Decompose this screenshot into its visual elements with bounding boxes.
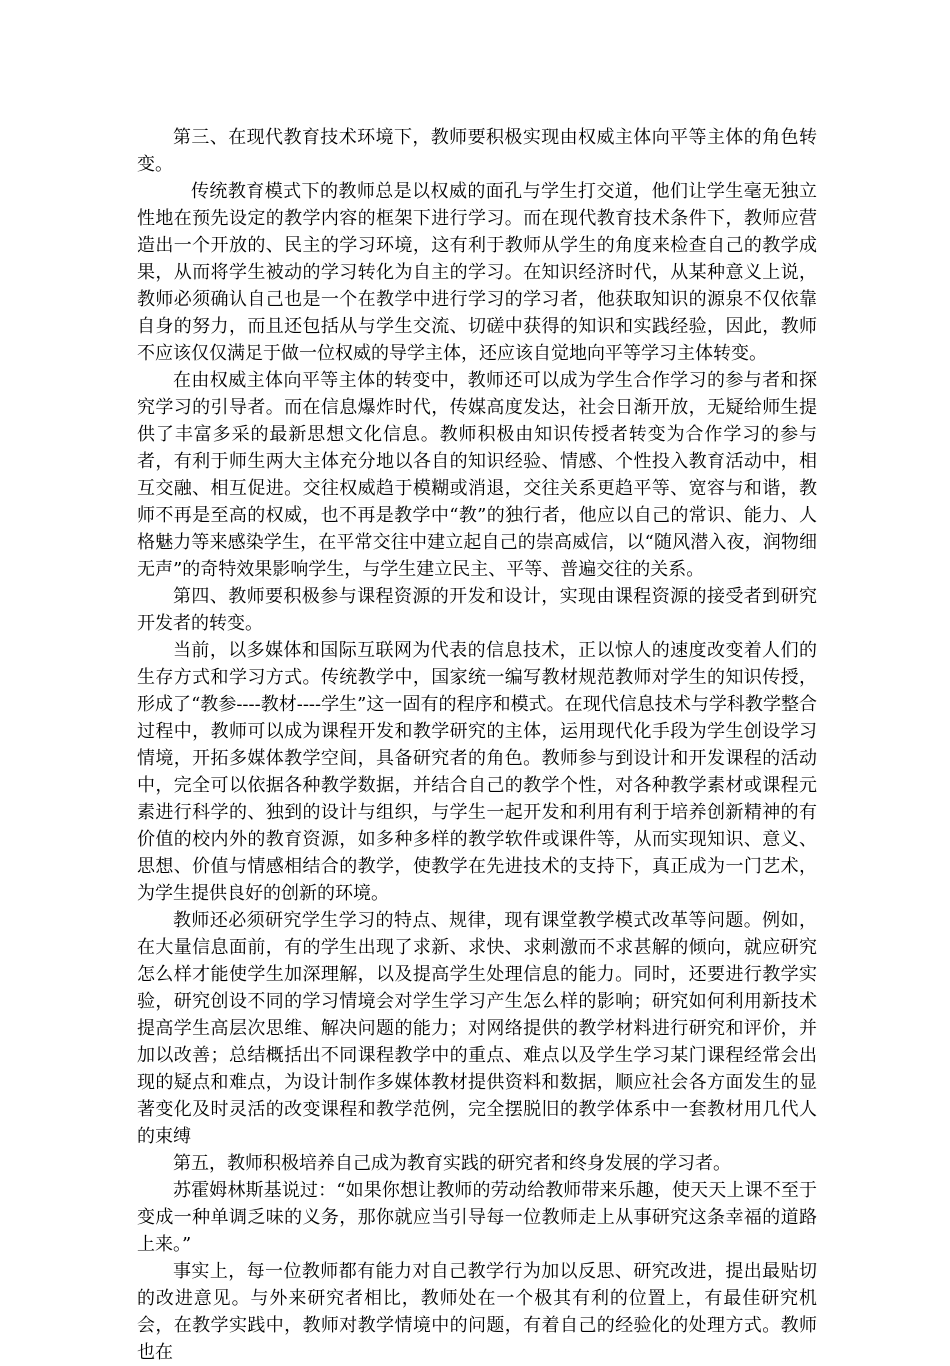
paragraph-authority-to-equality: 在由权威主体向平等主体的转变中，教师还可以成为学生合作学习的参与者和探究学习的引导者。而在信息爆炸时代，传媒高度发达，社会日渐开放，无疑给师生提供了丰富多采的最新思想文化信息。教师积极由知识传授者转变为合作学习的参与者，有利于师生两大主体充分地以各自的知识经验、情感、个性投入教育活动中，相互交融、相互促进。交往权威趋于模糊或消退，交往关系更趋平等、宽容与和谐，教师不再是至高的权威，也不再是教学中“教”的独行者，他应以自己的常识、能力、人格魅力等来感染学生，在平常交往中建立起自己的崇高威信，以“随风潜入夜，润物细无声”的奇特效果影响学生，与学生建立民主、平等、普遍交往的关系。	[137, 370, 817, 580]
paragraph-traditional-teacher: 传统教育模式下的教师总是以权威的面孔与学生打交道，他们让学生毫无独立性地在预先设定的教学内容的框架下进行学习。而在现代教育技术条件下，教师应营造出一个开放的、民主的学习环境，这有利于教师从学生的角度来检查自己的教学成果，从而将学生被动的学习转化为自主的学习。在知识经济时代，从某种意义上说，教师必须确认自己也是一个在教学中进行学习的学习者，他获取知识的源泉不仅依靠自身的努力，而且还包括从与学生交流、切磋中获得的知识和实践经验，因此，教师不应该仅仅满足于做一位权威的导学主体，还应该自觉地向平等学习主体转变。	[137, 181, 817, 364]
paragraph-section-three-heading: 第三、在现代教育技术环境下，教师要积极实现由权威主体向平等主体的角色转变。	[137, 127, 817, 175]
paragraph-sukhomlinsky-quote: 苏霍姆林斯基说过：“如果你想让教师的劳动给教师带来乐趣，使天天上课不至于变成一种单调乏味的义务，那你就应当引导每一位教师走上从事研究这条幸福的道路上来。”	[137, 1180, 817, 1255]
paragraph-research-learning: 教师还必须研究学生学习的特点、规律，现有课堂教学模式改革等问题。例如，在大量信息面前，有的学生出现了求新、求快、求刺激而不求甚解的倾向，就应研究怎么样才能使学生加深理解，以及提高学生处理信息的能力。同时，还要进行教学实验，研究创设不同的学习情境会对学生学习产生怎么样的影响；研究如何利用新技术提高学生高层次思维、解决问题的能力；对网络提供的教学材料进行研究和评价，并加以改善；总结概括出不同课程教学中的重点、难点以及学生学习某门课程经常会出现的疑点和难点，为设计制作多媒体教材提供资料和数据，顺应社会各方面发生的显著变化及时灵活的改变课程和教学范例，完全摆脱旧的教学体系中一套教材用几代人的束缚	[137, 910, 817, 1147]
paragraph-section-four-heading: 第四、教师要积极参与课程资源的开发和设计，实现由课程资源的接受者到研究开发者的转变。	[137, 586, 817, 634]
paragraph-information-technology: 当前，以多媒体和国际互联网为代表的信息技术，正以惊人的速度改变着人们的生存方式和学习方式。传统教学中，国家统一编写教材规范教师对学生的知识传授，形成了“教参----教材----学生”这一固有的程序和模式。在现代信息技术与学科教学整合过程中，教师可以成为课程开发和教学研究的主体，运用现代化手段为学生创设学习情境，开拓多媒体教学空间，具备研究者的角色。教师参与到设计和开发课程的活动中，完全可以依据各种教学数据，并结合自己的教学个性，对各种教学素材或课程元素进行科学的、独到的设计与组织，与学生一起开发和利用有利于培养创新精神的有价值的校内外的教育资源，如多种多样的教学软件或课件等，从而实现知识、意义、思想、价值与情感相结合的教学，使教学在先进技术的支持下，真正成为一门艺术，为学生提供良好的创新的环境。	[137, 640, 817, 904]
paragraph-section-five-heading: 第五，教师积极培养自己成为教育实践的研究者和终身发展的学习者。	[173, 1153, 731, 1174]
paragraph-teacher-reflection: 事实上，每一位教师都有能力对自己教学行为加以反思、研究改进，提出最贴切的改进意见。与外来研究者相比，教师处在一个极其有利的位置上，有最佳研究机会，在教学实践中，教师对教学情境中的问题，有着自己的经验化的处理方式。教师也在	[137, 1261, 817, 1363]
document-body	[137, 124, 817, 1366]
